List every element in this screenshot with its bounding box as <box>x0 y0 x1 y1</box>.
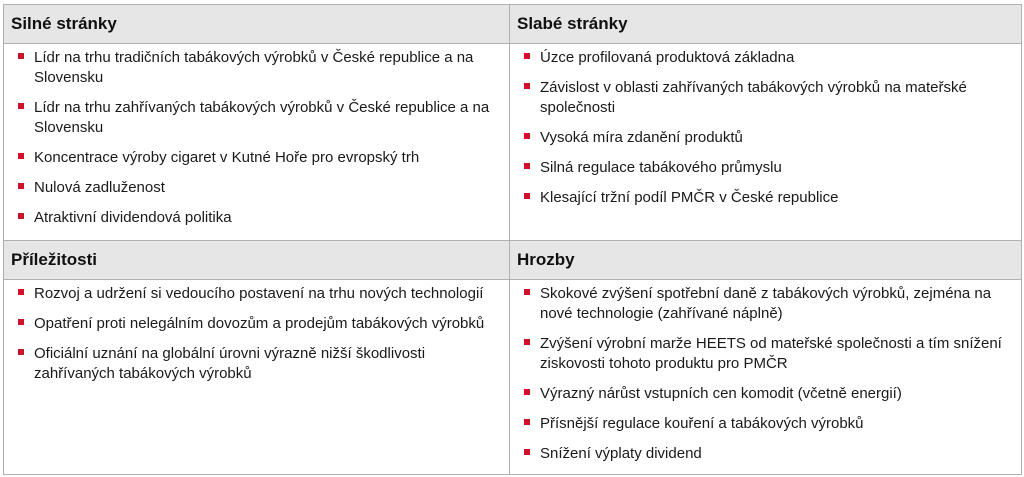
list-item-text: Silná regulace tabákového průmyslu <box>540 159 782 176</box>
bullet-icon <box>524 163 530 169</box>
threats-title: Hrozby <box>517 250 575 269</box>
opportunities-header <box>4 241 510 280</box>
list-item <box>522 284 1011 324</box>
list-item-text: Lídr na trhu tradičních tabákových výrobků v České republice a na Slovensku <box>34 49 474 86</box>
list-item <box>16 208 499 228</box>
list-item <box>522 414 1011 434</box>
list-item <box>16 148 499 168</box>
list-item <box>16 98 499 138</box>
weaknesses-cell <box>510 44 1022 241</box>
list-item-text: Klesající tržní podíl PMČR v České republice <box>540 189 839 206</box>
list-item <box>522 334 1011 374</box>
weaknesses-header <box>510 5 1022 44</box>
list-item-text: Úzce profilovaná produktová základna <box>540 49 795 66</box>
list-item-text: Koncentrace výroby cigaret v Kutné Hoře pro evropský trh <box>34 149 420 166</box>
bullet-icon <box>18 53 24 59</box>
strengths-title: Silné stránky <box>11 14 117 33</box>
list-item <box>522 78 1011 118</box>
list-item <box>16 284 499 304</box>
list-item-text: Skokové zvýšení spotřební daně z tabákových výrobků, zejména na nové technologie (zahřívané náplně) <box>540 285 992 322</box>
list-item <box>16 344 499 384</box>
bullet-icon <box>524 339 530 345</box>
list-item-text: Výrazný nárůst vstupních cen komodit (včetně energií) <box>540 385 902 402</box>
list-item-text: Lídr na trhu zahřívaných tabákových výrobků v České republice a na Slovensku <box>34 99 490 136</box>
list-item-text: Snížení výplaty dividend <box>540 445 702 462</box>
weaknesses-list <box>510 44 1021 216</box>
list-item-text: Opatření proti nelegálním dovozům a prodejům tabákových výrobků <box>34 315 485 332</box>
list-item-text: Vysoká míra zdanění produktů <box>540 129 743 146</box>
bullet-icon <box>18 153 24 159</box>
threats-list <box>510 280 1021 472</box>
list-item-text: Oficiální uznání na globální úrovni výrazně nižší škodlivosti zahřívaných tabákových výrobků <box>34 345 426 382</box>
list-item <box>16 48 499 88</box>
list-item-text: Zvýšení výrobní marže HEETS od mateřské společnosti a tím snížení ziskovosti tohoto produktu pro PMČR <box>540 335 1002 372</box>
list-item-text: Rozvoj a udržení si vedoucího postavení na trhu nových technologií <box>34 285 484 302</box>
list-item <box>522 384 1011 404</box>
swot-table <box>3 4 1022 475</box>
list-item-text: Závislost v oblasti zahřívaných tabákových výrobků na mateřské společnosti <box>540 79 967 116</box>
opportunities-cell <box>4 280 510 475</box>
strengths-cell <box>4 44 510 241</box>
strengths-header <box>4 5 510 44</box>
bullet-icon <box>18 103 24 109</box>
bullet-icon <box>18 183 24 189</box>
bullet-icon <box>524 389 530 395</box>
bullet-icon <box>524 419 530 425</box>
list-item-text: Přísnější regulace kouření a tabákových výrobků <box>540 415 864 432</box>
threats-header <box>510 241 1022 280</box>
weaknesses-title: Slabé stránky <box>517 14 628 33</box>
list-item <box>16 178 499 198</box>
bullet-icon <box>18 289 24 295</box>
bullet-icon <box>524 193 530 199</box>
bullet-icon <box>524 289 530 295</box>
threats-cell <box>510 280 1022 475</box>
list-item <box>522 188 1011 208</box>
opportunities-title: Příležitosti <box>11 250 97 269</box>
bullet-icon <box>524 133 530 139</box>
bullet-icon <box>524 53 530 59</box>
list-item <box>16 314 499 334</box>
bullet-icon <box>18 319 24 325</box>
bullet-icon <box>524 449 530 455</box>
bullet-icon <box>524 83 530 89</box>
opportunities-list <box>4 280 509 392</box>
list-item <box>522 128 1011 148</box>
list-item-text: Atraktivní dividendová politika <box>34 209 232 226</box>
list-item <box>522 48 1011 68</box>
list-item-text: Nulová zadluženost <box>34 179 165 196</box>
bullet-icon <box>18 349 24 355</box>
bullet-icon <box>18 213 24 219</box>
list-item <box>522 444 1011 464</box>
strengths-list <box>4 44 509 236</box>
list-item <box>522 158 1011 178</box>
